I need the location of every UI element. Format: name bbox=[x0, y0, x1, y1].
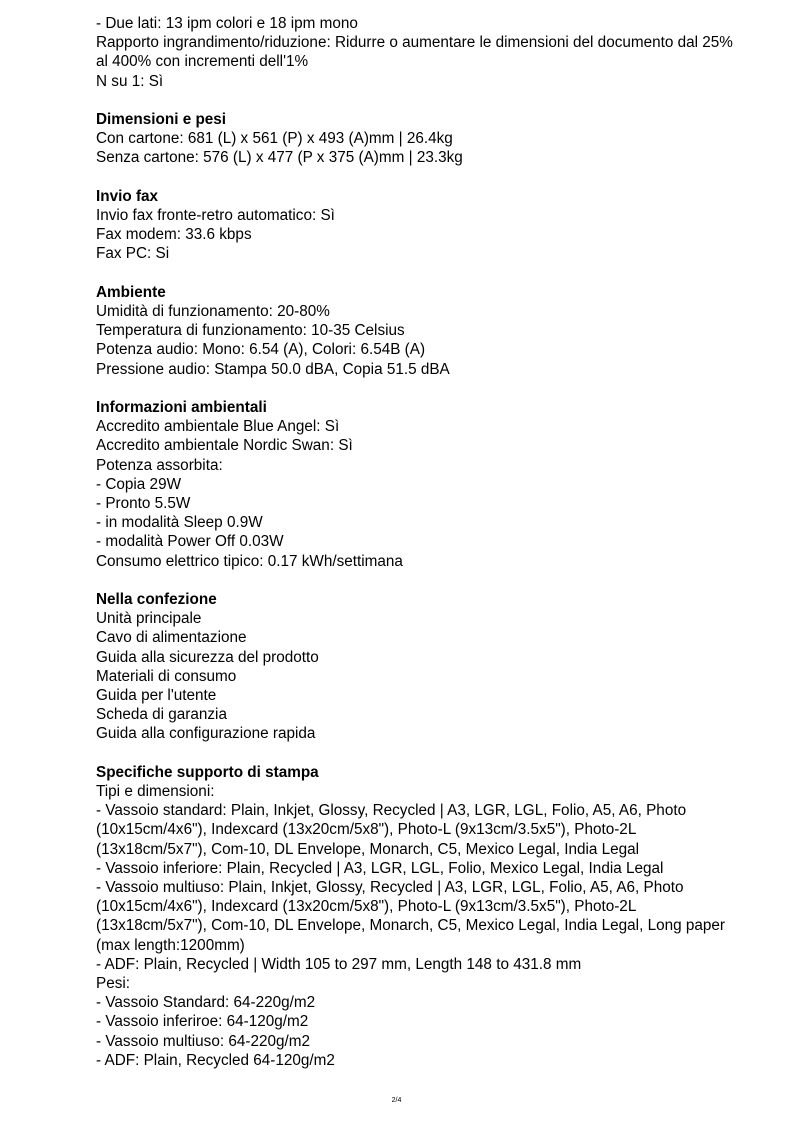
section-heading: Invio fax bbox=[96, 187, 159, 205]
text-line: Fax modem: 33.6 kbps bbox=[96, 226, 252, 244]
text-line: - Vassoio multiuso: 64-220g/m2 bbox=[96, 1032, 310, 1050]
text-line: Guida alla configurazione rapida bbox=[96, 725, 316, 743]
section-dimensioni bbox=[96, 110, 746, 168]
section-heading: Specifiche supporto di stampa bbox=[96, 763, 319, 781]
text-line: Invio fax fronte-retro automatico: Sì bbox=[96, 207, 335, 224]
section-heading: Dimensioni e pesi bbox=[96, 111, 227, 128]
text-line: - Copia 29W bbox=[96, 475, 182, 493]
text-line: - Vassoio standard: Plain, Inkjet, Glossy, Recycled | A3, LGR, LGL, Folio, A5, A6, Photo (10x15cm/4x6"), Indexcard (13x20cm/5x8"), Photo-L (9x13cm/3.5x5"), Photo-2L (13x18cm/5x7"), Com-10, DL Envelope, Monarch, C5, Mexico Legal, India Legal bbox=[96, 802, 687, 858]
text-line: - Vassoio multiuso: Plain, Inkjet, Glossy, Recycled | A3, LGR, LGL, Folio, A5, A6, Photo (10x15cm/4x6"), Indexcard (13x20cm/5x8"), Photo-L (9x13cm/3.5x5"), Photo-2L (13x18cm/5x7"), Com-10, DL Envelope, Monarch, C5, Mexico Legal, India Legal, Long paper (max length:1200mm) bbox=[96, 879, 725, 954]
section-ambiente bbox=[96, 283, 746, 379]
text-line: Potenza audio: Mono: 6.54 (A), Colori: 6.54B (A) bbox=[96, 341, 426, 359]
text-line: Pressione audio: Stampa 50.0 dBA, Copia 51.5 dBA bbox=[96, 360, 450, 378]
text-line: Scheda di garanzia bbox=[96, 706, 227, 724]
text-line: Fax PC: Si bbox=[96, 245, 170, 263]
text-line: - Pronto 5.5W bbox=[96, 495, 191, 513]
text-line: Guida per l'utente bbox=[96, 687, 217, 705]
text-line: Consumo elettrico tipico: 0.17 kWh/settimana bbox=[96, 552, 403, 570]
text-line: - Vassoio Standard: 64-220g/m2 bbox=[96, 994, 316, 1012]
text-line: - modalità Power Off 0.03W bbox=[96, 533, 284, 551]
text-line: - ADF: Plain, Recycled | Width 105 to 297 mm, Length 148 to 431.8 mm bbox=[96, 955, 582, 973]
text-line: - Vassoio inferiroe: 64-120g/m2 bbox=[96, 1013, 309, 1031]
text-line: Con cartone: 681 (L) x 561 (P) x 493 (A)mm | 26.4kg bbox=[96, 130, 453, 148]
text-line: Guida alla sicurezza del prodotto bbox=[96, 648, 319, 666]
text-line: Unità principale bbox=[96, 610, 202, 628]
section-info-ambientali bbox=[96, 398, 746, 571]
text-line: N su 1: Sì bbox=[96, 72, 164, 90]
text-line: Materiali di consumo bbox=[96, 667, 237, 685]
text-line: Rapporto ingrandimento/riduzione: Ridurre o aumentare le dimensioni del documento dal 25% al 400% con incrementi dell'1% bbox=[96, 34, 733, 71]
text-line: Senza cartone: 576 (L) x 477 (P x 375 (A)mm | 23.3kg bbox=[96, 149, 463, 167]
text-line: Tipi e dimensioni: bbox=[96, 783, 215, 801]
text-line: Accredito ambientale Nordic Swan: Sì bbox=[96, 437, 353, 455]
section-heading: Nella confezione bbox=[96, 591, 217, 609]
section-heading: Ambiente bbox=[96, 283, 166, 301]
section-heading: Informazioni ambientali bbox=[96, 399, 267, 416]
text-line: - in modalità Sleep 0.9W bbox=[96, 514, 263, 532]
section-fax bbox=[96, 187, 746, 264]
text-line: Pesi: bbox=[96, 975, 131, 993]
text-line: - Due lati: 13 ipm colori e 18 ipm mono bbox=[96, 15, 358, 32]
text-line: Accredito ambientale Blue Angel: Sì bbox=[96, 418, 340, 436]
text-line: Umidità di funzionamento: 20-80% bbox=[96, 303, 330, 320]
text-line: - ADF: Plain, Recycled 64-120g/m2 bbox=[96, 1051, 335, 1069]
section-confezione bbox=[96, 590, 746, 744]
page-number: 2/4 bbox=[391, 1097, 402, 1104]
text-line: - Vassoio inferiore: Plain, Recycled | A3, LGR, LGL, Folio, Mexico Legal, India Legal bbox=[96, 859, 664, 877]
intro-block bbox=[96, 14, 746, 91]
text-line: Cavo di alimentazione bbox=[96, 629, 247, 647]
document-body bbox=[96, 14, 746, 1070]
section-supporto-stampa bbox=[96, 763, 746, 1070]
text-line: Temperatura di funzionamento: 10-35 Celsius bbox=[96, 322, 405, 340]
text-line: Potenza assorbita: bbox=[96, 456, 223, 474]
